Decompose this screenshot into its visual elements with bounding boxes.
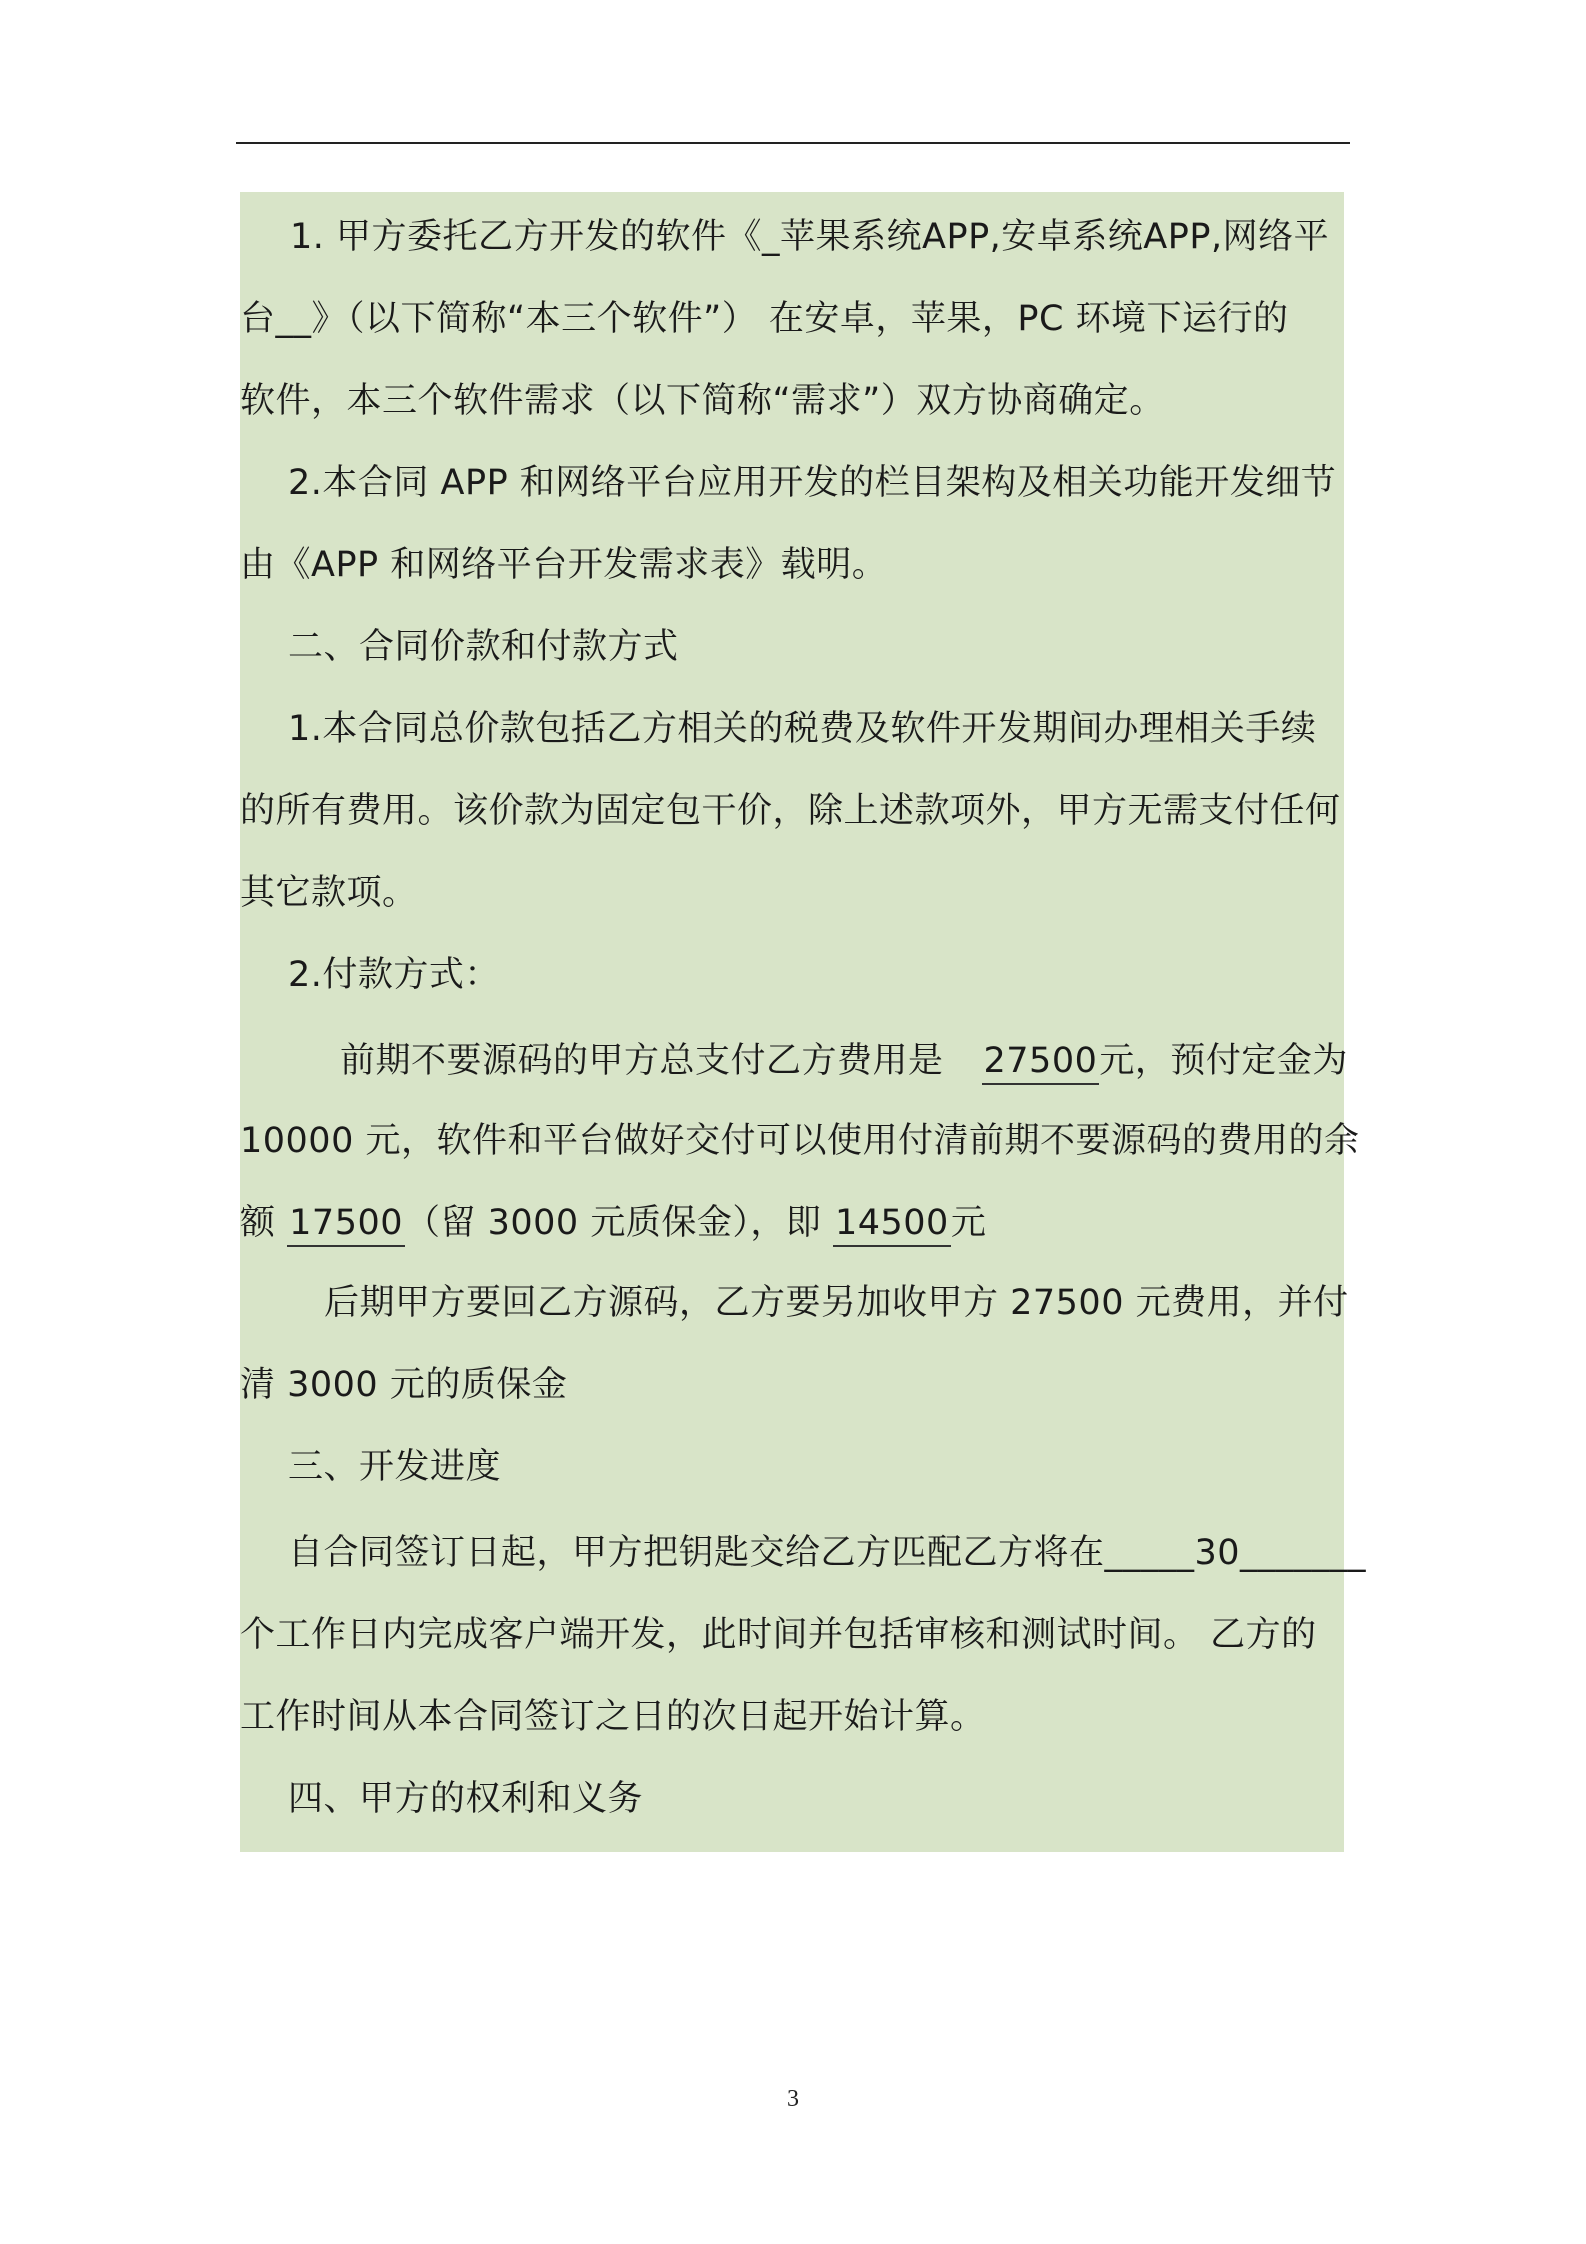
contract-body [240, 192, 1367, 1852]
schedule-line-3: 工作时间从本合同签订之日的次日起开始计算。 [240, 1697, 986, 1737]
schedule-line-1: 自合同签订日起，甲方把钥匙交给乙方匹配乙方将在_____30_______ [288, 1533, 1367, 1573]
payment-line-2: 10000 元，软件和平台做好交付可以使用付清前期不要源码的费用的余 [240, 1121, 1360, 1161]
clause-1-line-3: 软件，本三个软件需求（以下简称“需求”）双方协商确定。 [240, 381, 1165, 421]
total-amount-underlined: 27500 [982, 1039, 1100, 1085]
section-heading-schedule: 三、开发进度 [288, 1447, 502, 1487]
payment-line-3 [240, 1198, 986, 1248]
schedule-line-2: 个工作日内完成客户端开发，此时间并包括审核和测试时间。 乙方的 [240, 1615, 1317, 1655]
payment-line-1-prefix: 前期不要源码的甲方总支付乙方费用是 [340, 1041, 944, 1081]
clause-1-line-2: 台__》（以下简称“本三个软件”） 在安卓，苹果，PC 环境下运行的 [240, 299, 1289, 339]
net-amount-underlined: 14500 [833, 1201, 951, 1247]
payment-line-1 [340, 1036, 1348, 1086]
price-clause-line-1: 1.本合同总价款包括乙方相关的税费及软件开发期间办理相关手续 [288, 709, 1317, 749]
clause-2-line-1: 2.本合同 APP 和网络平台应用开发的栏目架构及相关功能开发细节 [288, 463, 1337, 503]
price-clause-line-3: 其它款项。 [240, 873, 418, 913]
payment-line-3-suffix: 元 [950, 1203, 987, 1243]
header-rule [236, 142, 1350, 144]
source-code-line-2: 清 3000 元的质保金 [240, 1365, 568, 1405]
source-code-line-1: 后期甲方要回乙方源码，乙方要另加收甲方 27500 元费用，并付 [324, 1283, 1349, 1323]
price-clause-line-2: 的所有费用。该价款为固定包干价，除上述款项外，甲方无需支付任何 [240, 791, 1341, 831]
payment-line-3-prefix: 额 [240, 1203, 276, 1243]
clause-1-line-1: 1. 甲方委托乙方开发的软件《_苹果系统APP,安卓系统APP,网络平 [290, 217, 1330, 257]
payment-line-1-suffix: 元，预付定金为 [1099, 1041, 1348, 1081]
page-number: 3 [787, 2086, 799, 2112]
clause-2-line-2: 由《APP 和网络平台开发需求表》载明。 [240, 545, 888, 585]
payment-line-3-middle: （留 3000 元质保金），即 [405, 1203, 822, 1243]
section-heading-price: 二、合同价款和付款方式 [288, 627, 679, 667]
section-heading-party-a-rights: 四、甲方的权利和义务 [288, 1779, 644, 1819]
balance-amount-underlined: 17500 [287, 1201, 405, 1247]
payment-method-heading: 2.付款方式： [288, 955, 500, 995]
